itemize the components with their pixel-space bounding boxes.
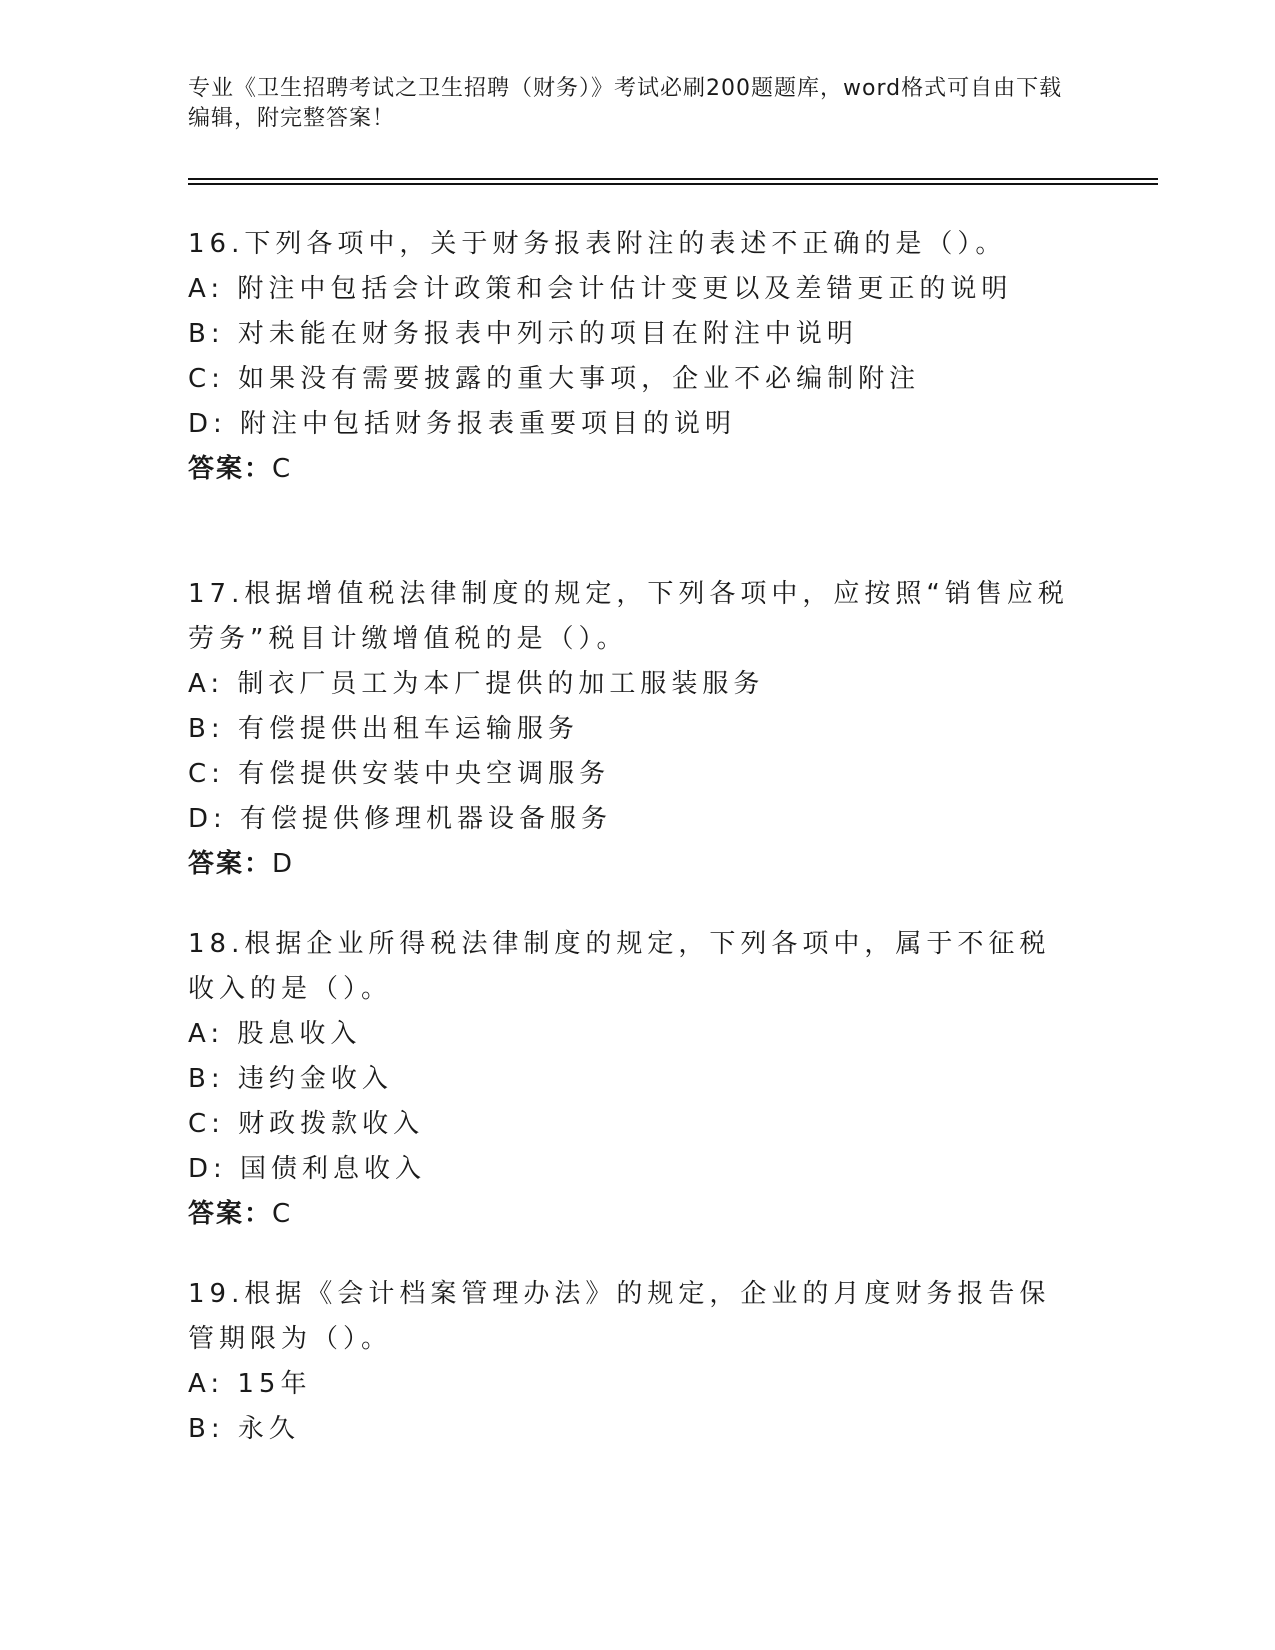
option-a: A: 制衣厂员工为本厂提供的加工服装服务 xyxy=(188,669,765,699)
question-18 xyxy=(188,922,1088,1237)
answer-label: 答案： xyxy=(188,1199,273,1229)
document-header: 专业《卫生招聘考试之卫生招聘（财务）》考试必刷200题题库，word格式可自由下载编辑，附完整答案！ xyxy=(188,76,1063,131)
option-d: D: 附注中包括财务报表重要项目的说明 xyxy=(188,409,737,439)
question-stem: 19.根据《会计档案管理办法》的规定，企业的月度财务报告保管期限为（）。 xyxy=(188,1279,1051,1354)
option-d: D: 有偿提供修理机器设备服务 xyxy=(188,804,613,834)
header-rule-top xyxy=(188,178,1158,180)
answer-label: 答案： xyxy=(188,849,273,879)
option-b: B: 对未能在财务报表中列示的项目在附注中说明 xyxy=(188,319,858,349)
option-a: A: 附注中包括会计政策和会计估计变更以及差错更正的说明 xyxy=(188,274,1013,304)
question-16 xyxy=(188,222,1088,492)
option-b: B: 违约金收入 xyxy=(188,1064,393,1094)
header-rule-bottom xyxy=(188,183,1158,185)
answer-line xyxy=(188,842,1088,887)
question-stem: 18.根据企业所得税法律制度的规定，下列各项中，属于不征税收入的是（）。 xyxy=(188,929,1051,1004)
option-c: C: 如果没有需要披露的重大事项，企业不必编制附注 xyxy=(188,364,921,394)
option-c: C: 有偿提供安装中央空调服务 xyxy=(188,759,611,789)
option-a: A: 15年 xyxy=(188,1369,312,1399)
answer-value: C xyxy=(272,1199,292,1229)
question-17 xyxy=(188,572,1088,887)
question-stem: 17.根据增值税法律制度的规定，下列各项中，应按照“销售应税劳务”税目计缴增值税的是（）。 xyxy=(188,579,1069,654)
option-a: A: 股息收入 xyxy=(188,1019,362,1049)
question-stem: 16.下列各项中，关于财务报表附注的表述不正确的是（）。 xyxy=(188,229,1007,259)
question-19 xyxy=(188,1272,1088,1452)
answer-value: D xyxy=(272,849,294,879)
option-c: C: 财政拨款收入 xyxy=(188,1109,425,1139)
answer-label: 答案： xyxy=(188,454,273,484)
option-d: D: 国债利息收入 xyxy=(188,1154,427,1184)
option-b: B: 永久 xyxy=(188,1414,300,1444)
answer-line xyxy=(188,447,1088,492)
answer-value: C xyxy=(272,454,292,484)
answer-line xyxy=(188,1192,1088,1237)
option-b: B: 有偿提供出租车运输服务 xyxy=(188,714,579,744)
